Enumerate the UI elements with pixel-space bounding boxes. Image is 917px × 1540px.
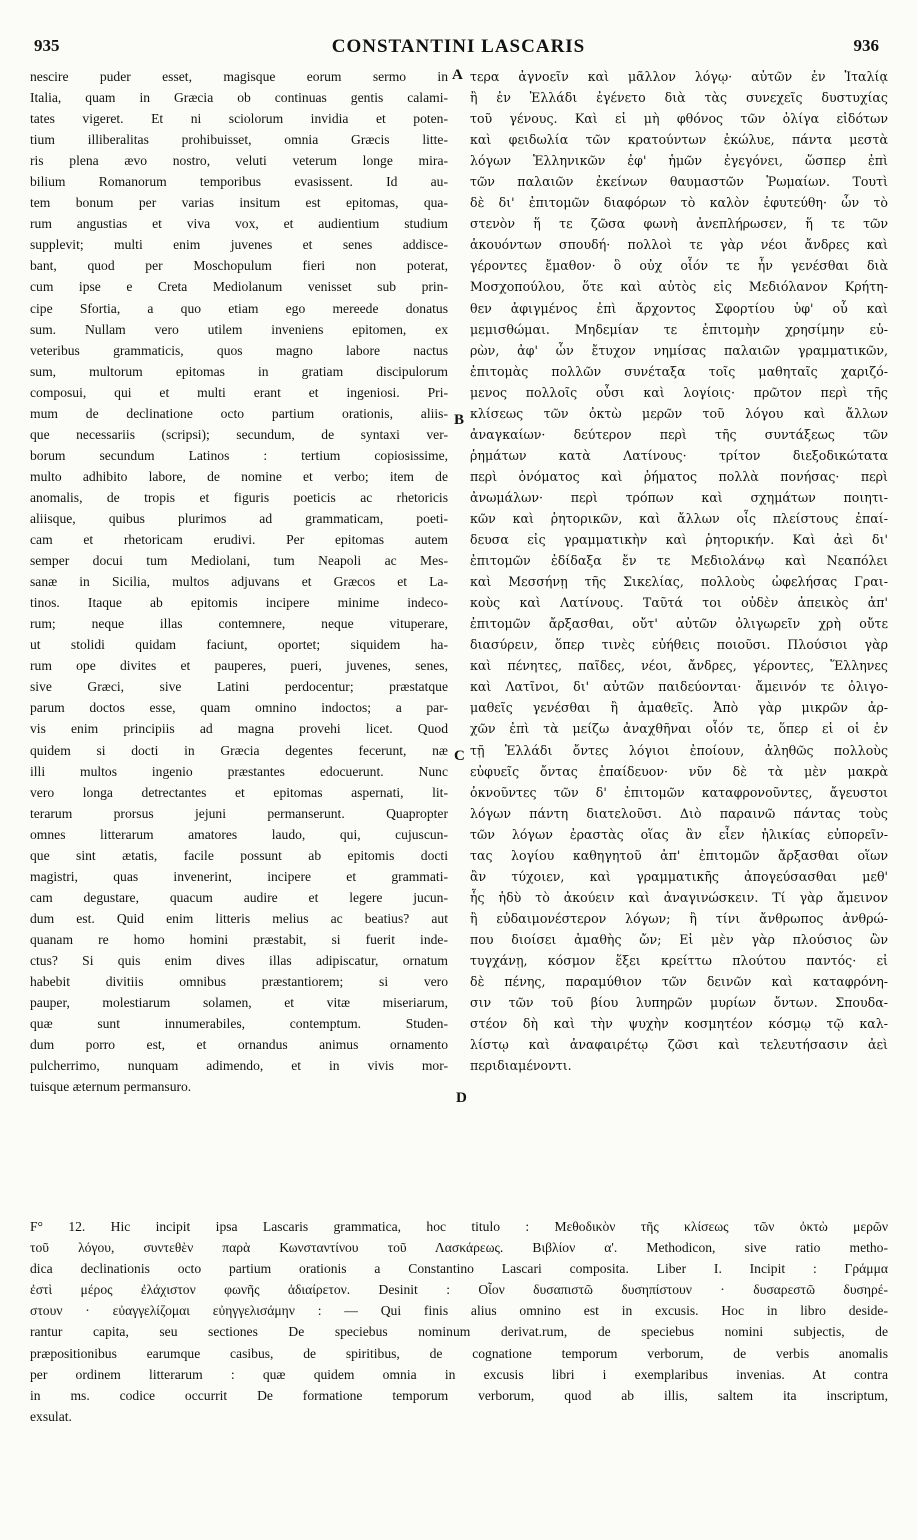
latin-text-line: dum porro est, et ornandus animus ornamento	[30, 1037, 448, 1053]
greek-text-line: ἀκουόντων σπουδή· πολλοὶ τε γὰρ νέοι ἄνδρες καὶ	[470, 237, 888, 253]
margin-marker-a: A	[452, 67, 463, 83]
greek-text-line: καὶ πένητες, παῖδες, νέοι, ἄνδρες, γέροντες, Ἕλληνες	[470, 658, 888, 674]
greek-text-line: ἀνωμάλων· περὶ τρόπων καὶ σχημάτων ποιητι-	[470, 489, 888, 505]
greek-text-line: ῥημάτων κατὰ Λατίνους· τρίτον διεξοδικώτατα	[470, 447, 888, 463]
greek-column	[470, 66, 888, 1076]
footnote-line: in ms. codice occurrit De formatione temporum verborum, quod ab illis, saltem ita inscriptum,	[30, 1387, 888, 1403]
greek-text-line: στέον δὴ καὶ τὴν ψυχὴν κοσμητέον κόσμῳ τῷ καλ-	[470, 1016, 888, 1032]
footnote-line: præpositionibus earumque casibus, de spiritibus, de cognatione temporum verborum, de verbis anomalis	[30, 1345, 888, 1361]
greek-text-line: που διοίσει ἀμαθὴς ὤν; Εἰ μὲν γὰρ πλούσιος ὢν	[470, 931, 888, 947]
greek-text-line: κλίσεως τῶν ὀκτὼ μερῶν τοῦ λόγου καὶ ἄλλων	[470, 405, 888, 421]
greek-text-line: ἢ εὐδαιμονέστερον λόγων; ἢ τίνι ἄνθρωπος ἀνθρώ-	[470, 910, 888, 926]
greek-text-line: δὲ δι' ἐπιτομῶν διαφόρων τὸ καλὸν ἐφυτεύθη· ὧν τὸ	[470, 195, 888, 211]
latin-text-line: cum ipse e Creta Mediolanum venisset sub prin-	[30, 279, 448, 295]
footnote-line: rantur capita, seu sectiones De speciebus nominum derivat.rum, de speciebus nomini subjectis, de	[30, 1324, 888, 1340]
footnote-line: exsulat.	[30, 1408, 72, 1424]
latin-text-line: bant, quod per Moschopulum fieri non poterat,	[30, 258, 448, 274]
greek-text-line: διασύρειν, ὅπερ τινὲς εὐήθεις ποιοῦσι. Πλούσιοι γὰρ	[470, 637, 888, 653]
latin-text-line: tinos. Itaque ab epitomis incipere minime indeco-	[30, 595, 448, 611]
latin-text-line: mum de declinatione octo partium orationis, aliis-	[30, 405, 448, 421]
greek-text-line: δευσα εἰς γραμματικὴν καὶ ῥητορικήν. Καὶ ἀεὶ δι'	[470, 532, 888, 548]
latin-text-line: dum est. Quid enim litteris melius ac beatius? aut	[30, 910, 448, 926]
latin-text-line: ut stolidi quidam faciunt, oportet; siquidem ha-	[30, 637, 448, 653]
latin-text-line: vis enim principiis ad magna provehi licet. Quod	[30, 721, 448, 737]
footnote-line: F° 12. Hic incipit ipsa Lascaris grammatica, hoc titulo : Μεθοδικὸν τῆς κλίσεως τῶν ὀκτὼ μερῶν	[30, 1219, 888, 1234]
latin-text-line: terarum prorsus jejuni permanserunt. Quapropter	[30, 805, 448, 821]
latin-text-line: nescire puder esset, magisque eorum sermo in	[30, 69, 448, 84]
latin-text-line: pulcherrimo, nunquam adimendo, et in vivis mor-	[30, 1058, 448, 1074]
latin-text-line: anomalis, de tropis et figuris poeticis ac rhetoricis	[30, 489, 448, 505]
greek-text-line: τῇ Ἑλλάδι ὄντες λόγιοι ἐποίουν, ἀληθῶς πολλοὺς	[470, 742, 888, 758]
greek-text-line: τῶν λόγων ἐραστὰς οἵας ἂν εἶεν ἡλικίας εὐπορεῖν-	[470, 826, 888, 842]
greek-text-line: ἧς ἡδὺ τὸ ἀκούειν καὶ ἀναγινώσκειν. Τί γὰρ ἄμεινον	[470, 889, 888, 905]
latin-text-line: veteribus grammaticis, quos magno labore nactus	[30, 342, 448, 358]
greek-text-line: λόγων Ἑλληνικῶν ἐφ' ἡμῶν ἐγεγόνει, ὥσπερ ἐπὶ	[470, 153, 888, 169]
page-number-left: 935	[34, 36, 60, 55]
latin-text-line: borum secundum Latinos : tertium copiosissime,	[30, 447, 448, 463]
greek-text-line: κῶν καὶ ῥητορικῶν, καὶ ἄλλων οἷς πλείστους ἐπαί-	[470, 510, 888, 526]
latin-text-line: sum, multorum epitomas in gratiam discipulorum	[30, 363, 448, 379]
running-title: CONSTANTINI LASCARIS	[331, 36, 586, 57]
greek-text-line: λόγων πάντη διατελοῦσι. Διὸ παραινῶ πάντας τοὺς	[470, 805, 888, 821]
greek-text-line: μαθεῖς γενέσθαι ἢ ἀμαθεῖς. Ἀπὸ γὰρ μικρῶν ἀρ-	[470, 700, 888, 716]
footnote-line: per ordinem litterarum : quæ quidem omnia in excusis libri i exemplaribus invenias. At contra	[30, 1366, 888, 1382]
latin-text-line: vero longa detrectantes et epitomas aspernati, lit-	[30, 784, 448, 800]
latin-text-line: rum angustias et viva vox, et audientium studium	[30, 216, 448, 232]
margin-marker-c: C	[454, 748, 465, 764]
latin-text-line: ctus? Si quis enim dives illas adipiscatur, ornatum	[30, 952, 448, 968]
greek-text-line: μεμισθώμαι. Μηδεμίαν τε ἐπιτομὴν χρησίμην εὑ-	[470, 321, 888, 337]
greek-text-line: γέροντες ἔμαθον· ὃ οὐχ οἷόν τε ἦν γενέσθαι διὰ	[470, 258, 888, 274]
latin-text-line: parum doctos esse, quam omnino indoctos; a par-	[30, 700, 448, 716]
greek-text-line: θεν ἀφιγμένος ἐπὶ ἄρχοντος Σφορτίου ὑφ' οὗ καὶ	[470, 300, 888, 316]
greek-text-line: τερα ἀγνοεῖν καὶ μᾶλλον λόγῳ· αὐτῶν ἐν Ἰταλίᾳ	[470, 69, 888, 84]
greek-text-line: εὐφυεῖς ὄντας ἐπαίδευον· νῦν δὲ τὰ μὲν μακρὰ	[470, 763, 888, 779]
greek-text-line: τῶν παλαιῶν ἐκείνων θαυμαστῶν Ῥωμαίων. Τουτὶ	[470, 174, 888, 190]
greek-text-line: περιδιαμένοντι.	[470, 1058, 572, 1074]
page-number-right: 936	[853, 36, 879, 55]
latin-text-line: composui, qui et multi erant et ingeniosi. Pri-	[30, 384, 448, 400]
latin-text-line: illi multos ingenio præstantes edocuerunt. Nunc	[30, 763, 448, 779]
greek-text-line: ρὼν, ἀφ' ὧν ἔτυχον νημίσας παλαιῶν γραμματικῶν,	[470, 342, 888, 358]
greek-text-line: ἀναγκαίων· δεύτερον περὶ τῆς συντάξεως τῶν	[470, 426, 888, 442]
latin-text-line: magistri, quas invenerint, incipere et grammati-	[30, 868, 448, 884]
latin-text-line: semper docui tum Mediolani, tum Neapoli ac Mes-	[30, 553, 448, 569]
greek-text-line: περὶ ὀνόματος καὶ ῥήματος πολλὰ πονήσας· περὶ	[470, 468, 888, 484]
greek-text-line: χῶν ἐπὶ τὰ μείζω ἀναχθῆναι οἷόν τε, ὅπερ εἰ οἱ ἐν	[470, 721, 888, 737]
latin-text-line: supplevit; multi enim juvenes et senes addisce-	[30, 237, 448, 253]
greek-text-line: δὲ πένης, παραμύθιον τῶν δεινῶν καὶ καταφρόνη-	[470, 974, 888, 990]
margin-marker-b: B	[454, 412, 465, 428]
latin-text-line: tem bonum per varias insitum est epitomas, qua-	[30, 195, 448, 211]
latin-text-line: cipe Sfortia, a quo etiam ego mereede donatus	[30, 300, 448, 316]
footnote-line: τοῦ λόγου, συντεθὲν παρὰ Κωνσταντίνου τοῦ Λασκάρεως. Βιβλίον α'. Methodicon, sive ratio metho-	[30, 1240, 888, 1256]
latin-text-line: omnes litterarum amatores laudo, qui, cujuscun-	[30, 826, 448, 842]
latin-text-line: pauper, molestiarum solamen, et vitæ miseriarum,	[30, 995, 448, 1011]
greek-text-line: καὶ φειδωλία τῶν κρατούντων ἐκώλυε, πάντα μεστὰ	[470, 132, 888, 148]
latin-text-line: bilium Romanorum temporibus evasissent. Id au-	[30, 174, 448, 190]
greek-text-line: λίστῳ καὶ ἀναφαιρέτῳ ζῶσι καὶ τελευτήσασιν ἀεὶ	[470, 1037, 888, 1053]
running-header	[0, 36, 917, 60]
greek-text-line: καὶ Μεσσήνῃ τῆς Σικελίας, πολλοὺς ὠφελήσας Γραι-	[470, 574, 888, 590]
greek-text-line: ἐπιτομῶν ἐδίδαξα ἔν τε Μεδιολάνῳ καὶ Νεαπόλει	[470, 553, 888, 569]
greek-text-line: στενὸν ἥ τε ζῶσα φωνὴ ἀνεπλήρωσεν, ἥ τε τῶν	[470, 216, 888, 232]
latin-text-line: quidem si docti in Græcia degentes fecerunt, næ	[30, 742, 448, 758]
latin-text-line: ris plena ævo nostro, veluti veterum longe mira-	[30, 153, 448, 169]
latin-text-line: rum ope divites et pauperes, pueri, juvenes, senes,	[30, 658, 448, 674]
greek-text-line: κοὺς καὶ Λατίνους. Ταῦτά τοι οὐδὲν ἀπεικὸς ἀπ'	[470, 595, 888, 611]
latin-text-line: multo adhibito labore, de nomine et verbo; item de	[30, 468, 448, 484]
greek-text-line: τας λογίου καθηγητοῦ ἀπ' ἐπιτομῶν ἄρξασθαι οἵων	[470, 847, 888, 863]
greek-text-line: τυγχάνῃ, κόσμον ἕξει κρείττω πλούτου παντός· εἰ	[470, 952, 888, 968]
latin-text-line: que sint ætatis, facile possunt ab epitomis docti	[30, 847, 448, 863]
greek-text-line: μενος πολλοῖς οὖσι καὶ λογίοις· πρῶτον περὶ τῆς	[470, 384, 888, 400]
latin-text-line: cam et rhetoricam erudivi. Per epitomas autem	[30, 532, 448, 548]
greek-text-line: τοῦ γένους. Καὶ εἰ μὴ φθόνος τῶν ὀλίγα εἰδότων	[470, 111, 888, 127]
greek-text-line: ὀκνοῦντες τῶν δ' ἐπιτομῶν καταφρονοῦντες, ἄγευστοι	[470, 784, 888, 800]
latin-column	[30, 66, 448, 1097]
latin-text-line: habebit divitiis omnibus præstantiorem; si vero	[30, 974, 448, 990]
latin-text-line: cam degustare, quacum audire et legere jucun-	[30, 889, 448, 905]
latin-text-line: tates vigeret. Et ni sciolorum invidia et poten-	[30, 111, 448, 127]
latin-text-line: aliisque, quibus plurimos ad grammaticam, poeti-	[30, 510, 448, 526]
latin-text-line: sum. Nullam vero utilem inveniens epitomen, ex	[30, 321, 448, 337]
greek-text-line: καὶ Λατῖνοι, δι' αὐτῶν παιδεύονται· ἄμεινόν τε ὀλιγο-	[470, 679, 888, 695]
greek-text-line: ἐπιτομὰς πολλῶν συνέταξα τοῖς μαθηταῖς χαριζό-	[470, 363, 888, 379]
latin-text-line: quanam re homo homini præstabit, si fuerit inde-	[30, 931, 448, 947]
greek-text-line: Μοσχοπούλου, ὅτε καὶ αὐτὸς εἰς Μεδιόλανον Κρήτη-	[470, 279, 888, 295]
latin-text-line: tium illiberalitas prohibuisset, omnia Græcis litte-	[30, 132, 448, 148]
latin-text-line: Italia, quam in Græcia ob continuas gentis calami-	[30, 90, 448, 106]
greek-text-line: ἂν τύχοιεν, καὶ γραμματικῆς ἀπογεύσασθαι μεθ'	[470, 868, 888, 884]
footnote-line: στουν · εὐαγγελίζομαι εὐηγγελισάμην : — Qui finis alius omnino est in excusis. Hoc in libro deside-	[30, 1303, 888, 1319]
latin-text-line: que necessariis (scripsi); secundum, de syntaxi ver-	[30, 426, 448, 442]
footnote-line: ἐστὶ μέρος ἐλάχιστον φωνῆς ἀδιαίρετον. Desinit : Οἷον δυσαπιστῶ δυσηπίστουν · δυσαρεστῶ δυσηρέ-	[30, 1282, 888, 1298]
latin-text-line: sanæ in Sicilia, multos adjuvans et Græcos et La-	[30, 574, 448, 590]
latin-text-line: sive Græci, sive Latini perdocentur; præstatque	[30, 679, 448, 695]
greek-text-line: ἢ ἐν Ἑλλάδι ἐγένετο διὰ τὰς συνεχεῖς δυστυχίας	[470, 90, 888, 106]
footnote-line: dica declinationis octo partium orationis a Constantino Lascari composita. Liber I. Incipit : Γράμμα	[30, 1261, 888, 1277]
latin-text-line: quæ sunt innumerabiles, contemptum. Studen-	[30, 1016, 448, 1032]
margin-marker-d: D	[456, 1090, 467, 1106]
latin-text-line: rum; neque illas contemnere, neque vituperare,	[30, 616, 448, 632]
greek-text-line: ἐπιτομῶν ἄρξασθαι, οὔτ' αὐτῶν ὀλιγωρεῖν χρὴ οὔτε	[470, 616, 888, 632]
latin-text-line: tuisque æternum permansuro.	[30, 1079, 192, 1095]
footnote-block	[30, 1216, 888, 1427]
greek-text-line: σιν τῶν τοῦ βίου λυπηρῶν μυρίων ὄντων. Σπουδα-	[470, 995, 888, 1011]
